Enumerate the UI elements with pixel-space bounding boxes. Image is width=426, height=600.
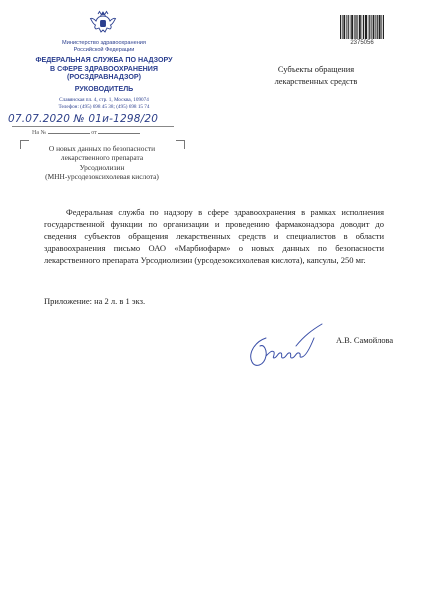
subject-line: (МНН-урсодезоксихолевая кислота) bbox=[45, 171, 159, 181]
barcode-number: 2375056 bbox=[350, 40, 374, 46]
subject-line: лекарственного препарата bbox=[60, 153, 144, 163]
barcode bbox=[340, 15, 384, 39]
recipient-line: лекарственных средств bbox=[274, 76, 358, 86]
reply-no-blank bbox=[48, 133, 90, 134]
phone-line: Телефон: (495) 698 45 38; (495) 698 15 74 bbox=[58, 103, 150, 110]
ministry-line: Министерство здравоохранения bbox=[62, 40, 146, 46]
reply-reference-line bbox=[32, 130, 140, 136]
position-title: РУКОВОДИТЕЛЬ bbox=[74, 85, 134, 93]
ministry-name bbox=[30, 40, 178, 53]
appendix-note: Приложение: на 2 л. в 1 экз. bbox=[44, 296, 146, 306]
agency-name bbox=[30, 56, 178, 82]
registration-date-number: 07.07.2020 № 01и-1298/20 bbox=[8, 113, 159, 125]
ministry-line: Российской Федерации bbox=[73, 46, 135, 53]
recipient-block bbox=[256, 64, 376, 87]
recipient-line: Субъекты обращения bbox=[277, 65, 355, 74]
address-line: Славянская пл. 4, стр. 1, Москва, 109074 bbox=[59, 97, 149, 103]
reply-from-label: от bbox=[91, 130, 97, 136]
subject-block bbox=[20, 144, 184, 181]
signer-name: А.В. Самойлова bbox=[336, 336, 394, 345]
subject-line: Урсодиолизин bbox=[79, 162, 125, 172]
reply-from-blank bbox=[98, 133, 140, 134]
agency-line: ФЕДЕРАЛЬНАЯ СЛУЖБА ПО НАДЗОРУ bbox=[35, 56, 173, 64]
coat-of-arms-icon bbox=[88, 8, 118, 38]
agency-line: В СФЕРЕ ЗДРАВООХРАНЕНИЯ bbox=[49, 64, 158, 73]
date-underline bbox=[12, 126, 174, 127]
subject-line: О новых данных по безопасности bbox=[48, 144, 156, 153]
agency-line: (РОСЗДРАВНАДЗОР) bbox=[66, 73, 141, 82]
letter-body: Федеральная служба по надзору в сфере здравоохранения в рамках исполнения государственной функции по организации и проведению фармаконадзора доводит до сведения субъектов обращения лекарственных средств и специалистов в области здравоохранения письмо ОАО «Марбиофарм» о новых данных по безопасности лекарственного препарата Урсодиолизин (урсодезоксихолевая кислота), капсулы, 250 мг. bbox=[44, 207, 384, 266]
handwritten-signature bbox=[236, 316, 328, 372]
address-block bbox=[30, 97, 178, 111]
reply-no-label: На № bbox=[32, 130, 47, 136]
